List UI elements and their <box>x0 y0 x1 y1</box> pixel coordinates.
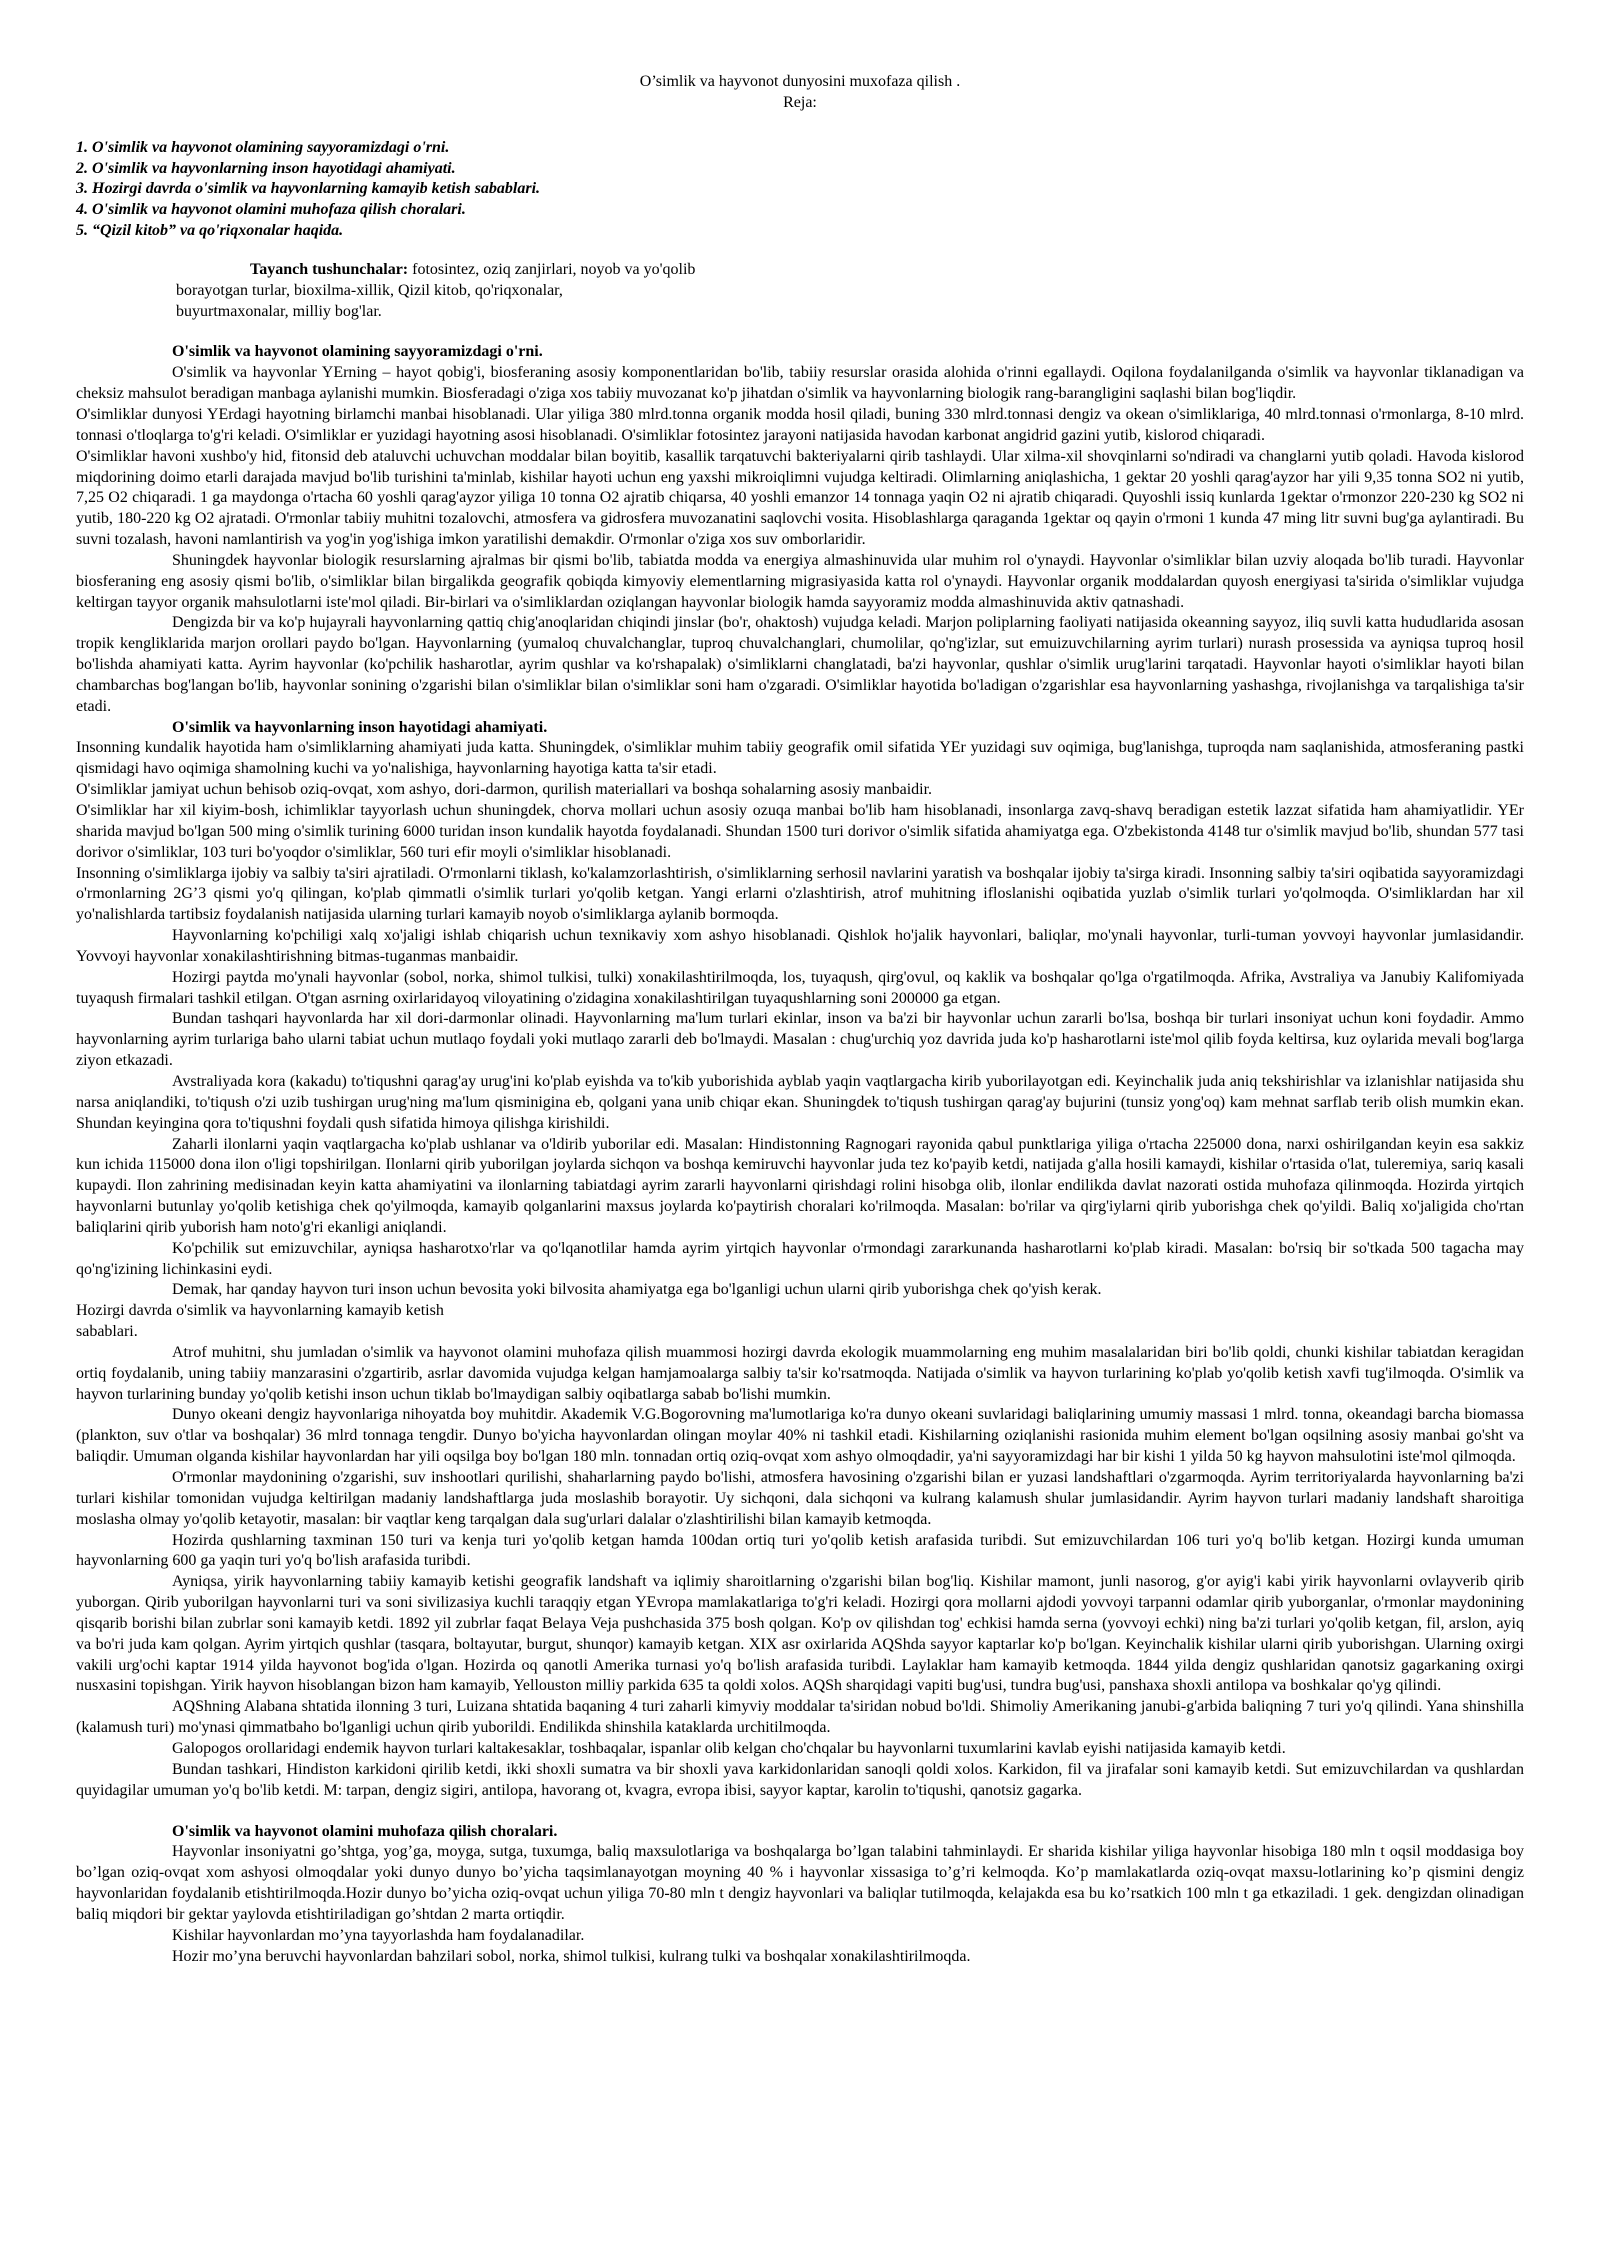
paragraph: Demak, har qanday hayvon turi inson uchun bevosita yoki bilvosita ahamiyatga ega bo'lganligi uchun ularni qirib yuborishga chek qo'yish kerak. <box>172 1281 1102 1299</box>
section-heading: O'simlik va hayvonlarning inson hayotidagi ahamiyati. <box>172 718 548 736</box>
key-concepts-label: Tayanch tushunchalar: <box>250 260 409 278</box>
plan-list <box>76 138 1524 242</box>
plan-item: 5. “Qizil kitob” va qo'riqxonalar haqida. <box>76 222 344 240</box>
paragraph: Insonning o'simliklarga ijobiy va salbiy ta'siri ajratiladi. O'rmonlarni tiklash, ko'kalamzorlashtirish, o'simliklarning serhosil navlarini yaratish va boshqalar ijobiy ta'sirga kiradi. Insonning salbiy ta'siri oqibatida sayyoramizdagi o'rmonlarning 2G’3 qismi yo'q qilingan, ko'plab qimmatli o'simlik turlari yo'qolib ketgan. Yangi erlarni o'zlashtirish, atrof muhitning ifloslanishi oqibatida yuzlab o'simlik turlari yo'qolmoqda. O'simliklardan har xil yo'nalishlarda tartibsiz foydalanish natijasida ularning turlari kamayib noyob o'simliklarga aylanib bormoqda. <box>76 864 1524 924</box>
paragraph: Kishilar hayvonlardan mo’yna tayyorlashda ham foydalanadilar. <box>172 1926 585 1944</box>
paragraph: Hayvonlar insoniyatni go’shtga, yog’ga, moyga, sutga, tuxumga, baliq maxsulotlariga va boshqalarga bo’lgan talabini tahminlaydi. Er sharida kishilar yiliga hayvonlar hisobiga 180 mln t oqsil moddasiga boy bo’lgan oziq-ovqat xom ashyosi olmoqdalar yoki dunyo dunyo bo’yicha taqsimlanayotgan moyning 40 % i hayvonlar xissasiga to’g’ri kelmoqda. Ko’p mamlakatlarda oziq-ovqat maxsu-lotlarining ko’p qismini dengiz hayvonlaridan foydalanib etishtirilmoqda.Hozir dunyo bo’yicha oziq-ovqat uchun yiliga 70-80 mln t dengiz hayvonlari va baliqlar tutilmoqda, kelajakda esa bu ko’rsatkich 100 mln t ga etkaziladi. 1 gek. dengizdan olinadigan baliq miqdori bir gektar yaylovda etishtiriladigan go’shtdan 2 marta ortiqdir. <box>76 1843 1524 1923</box>
paragraph: Bundan tashkari, Hindiston karkidoni qirilib ketdi, ikki shoxli sumatra va bir shoxli yava karkidonlaridan sanoqli qoldi xolos. Karkidon, fil va jirafalar soni kamayib ketdi. Sut emizuvchilardan va qushlardan quyidagilar umuman yo'q bo'lib ketdi. M: tarpan, dengiz sigiri, antilopa, havorang ot, kvagra, evropa ibisi, sayyor kaptar, karolin to'tiqushi, qanotsiz gagarka. <box>76 1760 1524 1799</box>
paragraph: Bundan tashqari hayvonlarda har xil dori-darmonlar olinadi. Hayvonlarning ma'lum turlari ekinlar, inson va ba'zi bir hayvonlar uchun zararli bo'lsa, boshqa bir turlari insoniyat uchun koni foydadir. Ammo hayvonlarning ayrim turlariga baho ularni tabiat uchun mutlaqo foydali yoki mutlaqo zararli deb bo'lmaydi. Masalan : chug'urchiq yoz davrida juda ko'p hasharotlarni iste'mol qilib foyda keltirsa, kuz oylarida mevali bog'larga ziyon etkazadi. <box>76 1010 1524 1070</box>
paragraph: Ko'pchilik sut emizuvchilar, ayniqsa hasharotxo'rlar va qo'lqanotlilar hamda ayrim yirtqich hayvonlar o'rmondagi zararkunanda hasharotlarni ko'plab kiradi. Masalan: bo'rsiq bir so'tkada 500 tagacha may qo'ng'izining lichinkasini eydi. <box>76 1239 1524 1278</box>
section-heading: O'simlik va hayvonot olamini muhofaza qilish choralari. <box>172 1822 558 1840</box>
paragraph: O'simliklar havoni xushbo'y hid, fitonsid deb ataluvchi uchuvchan moddalar bilan boyitib, kasallik tarqatuvchi bakteriyalarni qirib tashlaydi. Ular xilma-xil shovqinlarni so'ndiradi va changlarni yutib qoladi. Havoda kislorod miqdorining doimo etarli darajada mavjud bo'lib turishini ta'minlab, kishilar hayoti uchun eng yaxshi mikroiqlimni vujudga keltiradi. Olimlarning aniqlashicha, 1 gektar 20 yoshli qarag'ayzor har yili 9,35 tonna SO2 ni yutib, 7,25 O2 chiqaradi. 1 ga maydonga o'rtacha 60 yoshli qarag'ayzor yiliga 10 tonna O2 ajratib chiqarsa, 40 yoshli emanzor 14 tonnaga yaqin O2 ni ajratib chiqaradi. Quyoshli issiq kunlarda 1gektar o'rmonzor 220-230 kg SO2 ni yutib, 180-220 kg O2 ajratadi. O'rmonlar tabiiy muhitni tozalovchi, atmosfera va gidrosfera muvozanatini saqlovchi vosita. Hisoblashlarga qaraganda 1gektar oq qayin o'rmoni 1 kunda 47 ming litr suvni bug'ga aylantiradi. Bu suvni tozalash, havoni namlantirish va yog'in yog'ishiga imkon yaratilishi demakdir. O'rmonlar o'ziga xos suv omborlaridir. <box>76 447 1524 549</box>
paragraph: Avstraliyada kora (kakadu) to'tiqushni qarag'ay urug'ini ko'plab eyishda va to'kib yuborishida ayblab yaqin vaqtlargacha kirib yuborilayotgan edi. Keyinchalik juda aniq tekshirishlar va izlanishlar natijasida shu narsa aniqlandiki, to'tiqush o'zi uzib tushirgan urug'ning ma'lum qisminigina eb, qolgani yana unib chiqar ekan. Shuningdek to'tiqush tushirgan qarag'ay bujurini (tunsiz yong'oq) kam mehnat sarflab terib olish mumkin ekan. Shundan keyingina qora to'tiqushni foydali qush sifatida himoya qilishga kirishildi. <box>76 1072 1524 1132</box>
key-concepts-line: buyurtmaxonalar, milliy bog'lar. <box>176 302 382 320</box>
paragraph: Shuningdek hayvonlar biologik resurslarning ajralmas bir qismi bo'lib, tabiatda modda va energiya almashinuvida ular muhim rol o'ynaydi. Hayvonlar o'simliklar bilan uzviy aloqada bo'lib turadi. Hayvonlar biosferaning eng asosiy qismi bo'lib, o'simliklar bilan birgalikda geografik qobiqda kimyoviy elementlarning migrasiyasida katta rol o'ynaydi. Hayvonlar organik moddalardan quyosh energiyasi ta'sirida o'simliklar vujudga keltirgan tayyor organik mahsulotlarni iste'mol qiladi. Bir-birlari va o'simliklardan oziqlangan hayvonlar biologik hamda sayyoramiz modda almashinuvida aktiv qatnashadi. <box>76 551 1524 611</box>
plan-heading: Reja: <box>783 93 817 111</box>
paragraph: AQShning Alabana shtatida ilonning 3 turi, Luizana shtatida baqaning 4 turi zaharli kimyviy moddalar ta'siridan nobud bo'ldi. Shimoliy Amerikaning janubi-g'arbida baliqning 7 turi yo'q qilindi. Yana shinshilla (kalamush turi) mo'ynasi qimmatbaho bo'lganligi uchun qirib yuborildi. Endilikda shinshila kataklarda urchitilmoqda. <box>76 1698 1524 1737</box>
paragraph: Zaharli ilonlarni yaqin vaqtlargacha ko'plab ushlanar va o'ldirib yuborilar edi. Masalan: Hindistonning Ragnogari rayonida qabul punktlariga yiliga o'rtacha 225000 dona, narxi oshirilgandan keyin esa sakkiz kun ichida 115000 dona ilon o'ligi topshirilgan. Ilonlarni qirib yuborilgan joylarda sichqon va boshqa kemiruvchi hayvonlar juda tez ko'payib ketdi, natijada g'alla hosili kamaydi, kishilar o'rtasida o'lat, tuleremiya, sariq kasali kupaydi. Ilon zahrining medisinadan keyin katta ahamiyatini va ilonlarning tabiatdagi ayrim zararli hayvonlarni qirishdagi rolini hisobga olib, ilonlar endilikda davlat nazorati ostida muhofaza qilinmoqda. Hozirda yirtqich hayvonlarni butunlay yo'qolib ketishiga chek qo'yilmoqda, kamayib qolganlarini maxsus joylarda ko'paytirish choralari ko'rilmoqda. Masalan: bo'rilar va qirg'iylarni qirib yuborishga chek qo'yildi. Baliq xo'jaligida cho'rtan baliqlarini qirib yuborish ham noto'g'ri ekanligi aniqlandi. <box>76 1135 1524 1236</box>
paragraph: Hozirda qushlarning taxminan 150 turi va kenja turi yo'qolib ketgan hamda 100dan ortiq turi yo'qolib ketish arafasida turibdi. Sut emizuvchilardan 106 turi yo'q bo'lib ketgan. Hozirgi kunda umuman hayvonlarning 600 ga yaqin turi yo'q bo'lish arafasida turibdi. <box>76 1531 1524 1570</box>
paragraph: Hozir mo’yna beruvchi hayvonlardan bahzilari sobol, norka, shimol tulkisi, kulrang tulki va boshqalar xonakilashtirilmoqda. <box>172 1947 971 1965</box>
plan-item: 4. O'simlik va hayvonot olamini muhofaza qilish choralari. <box>76 201 466 219</box>
document-body <box>76 342 1524 1967</box>
paragraph: Atrof muhitni, shu jumladan o'simlik va hayvonot olamini muhofaza qilish muammosi hozirgi davrda ekologik muammolarning eng muhim masalalaridan biri bo'lib qoldi, chunki kishilar tabiatdan keragidan ortiq foydalanib, uning tabiiy manzarasini o'zgartirib, asrlar davomida vujudga kelgan hamjamoalarga salbiy ta'sir ko'rsatmoqda. Natijada o'simlik va hayvon turlarining ko'plab yo'qolib ketish xavfi tug'ilmoqda. O'simlik va hayvon turlarining bunday yo'qolib ketishi inson uchun tiklab bo'lmaydigan salbiy oqibatlarga sabab bo'lishi mumkin. <box>76 1343 1524 1403</box>
section-heading-plain: Hozirgi davrda o'simlik va hayvonlarning kamayib ketish <box>76 1302 444 1320</box>
document-title: O’simlik va hayvonot dunyosini muxofaza qilish . <box>639 73 961 90</box>
paragraph: Insonning kundalik hayotida ham o'simliklarning ahamiyati juda katta. Shuningdek, o'simliklar muhim tabiiy geografik omil sifatida YEr yuzidagi suv oqimiga, bug'lanishga, tuproqda nam saqlanishida, atmosferaning pastki qismidagi havo oqimiga shamolning kuchi va yo'nalishiga, hayvonlarning hayotiga katta ta'sir etadi. <box>76 739 1524 778</box>
section-heading-plain: sabablari. <box>76 1323 138 1341</box>
plan-item: 3. Hozirgi davrda o'simlik va hayvonlarning kamayib ketish sabablari. <box>76 180 541 198</box>
paragraph: Hayvonlarning ko'pchiligi xalq xo'jaligi ishlab chiqarish uchun texnikaviy xom ashyo hisoblanadi. Qishlok ho'jalik hayvonlari, baliqlar, mo'ynali hayvonlar, turli-tuman yovvoyi hayvonlar jumlasidandir. Yovvoyi hayvonlar xonakilashtirishning bitmas-tuganmas manbaidir. <box>76 927 1524 965</box>
paragraph: Hozirgi paytda mo'ynali hayvonlar (sobol, norka, shimol tulkisi, tulki) xonakilashtirilmoqda, los, tuyaqush, qirg'ovul, oq kaklik va boshqalar qo'lga o'rgatilmoqda. Afrika, Avstraliya va Janubiy Kalifomiyada tuyaqush firmalari tashkil etilgan. O'tgan asrning oxirlaridayoq viloyatining o'zidagina xonakilashtirilgan tuyaqushlarning soni 200000 ga etgan. <box>76 968 1524 1007</box>
key-concepts-line: borayotgan turlar, bioxilma-xillik, Qizil kitob, qo'riqxonalar, <box>176 281 563 299</box>
key-concepts <box>176 260 796 323</box>
paragraph: Dunyo okeani dengiz hayvonlariga nihoyatda boy muhitdir. Akademik V.G.Bogorovning ma'lumotlariga ko'ra dunyo okeani suvlaridagi baliqlarining umumiy massasi 1 mlrd. tonna, okeandagi barcha biomassa (plankton, suv o'tlar va boshqalar) 36 mlrd tonnaga tengdir. Dunyo bo'yicha hayvonlardan olingan moylar 40% ni tashkil etadi. Kishilarning oziqlanishi rasionida muhim element bo'lgan oqsilning asosiy manbai go'sht va baliqdir. Umuman olganda kishilar hayvonlardan har yili oqsilga boy bo'lgan 180 mln. tonnadan ortiq oziq-ovqat xom ashyo olmoqdadir, ya'ni sayyoramizdagi har bir kishi 1 yilda 50 kg hayvon mahsulotini iste'mol qilmoqda. <box>76 1406 1524 1466</box>
paragraph: O'rmonlar maydonining o'zgarishi, suv inshootlari qurilishi, shaharlarning paydo bo'lishi, atmosfera havosining o'zgarishi bilan er yuzasi landshaftlari o'zgarmoqda. Ayrim territoriyalarda hayvonlarning ba'zi turlari kishilar tomonidan vujudga keltirilgan madaniy landshaftlarga juda moslashib borayotir. Uy sichqoni, dala sichqoni va kulrang kalamush shular jumlasidandir. Ayrim hayvon turlari madaniy landshaft sharoitiga moslasha olmay yo'qolib ketayotir, masalan: bir vaqtlar keng tarqalgan dala sug'urlari dalalar o'zlashtirilishi bilan kamayib ketmoqda. <box>76 1469 1524 1528</box>
paragraph: Dengizda bir va ko'p hujayrali hayvonlarning qattiq chig'anoqlaridan chiqindi jinslar (bo'r, ohaktosh) vujudga keladi. Marjon poliplarning faoliyati natijasida okeanning sayyoz, iliq suvli katta hududlarida asosan tropik kengliklarida marjon orollari paydo bo'lgan. Hayvonlarning (yumaloq chuvalchanglar, tuproq chuvalchanglari, chumolilar, qo'ng'izlar, sut emuizuvchilarning ayrim turlari) nurash prosessida va ayniqsa tuproq hosil bo'lishda ahamiyati katta. Ayrim hayvonlar (ko'pchilik hasharotlar, ayrim qushlar va ko'rshapalak) o'simliklarni changlatadi, ba'zi hayvonlar, qushlar o'simlik urug'larini tarqatadi. Hayvonlar hayoti o'simliklar hayoti bilan chambarchas bog'langan bo'lib, hayvonlar sonining o'zgarishi bilan o'simliklar bilan o'simliklar soni ham o'zgaradi. O'simliklar hayotida bo'ladigan o'zgarishlar esa hayvonlarning yashashga, rivojlanishga va tarqalishiga ta'sir etadi. <box>76 614 1524 715</box>
key-concepts-line: fotosintez, oziq zanjirlari, noyob va yo'qolib <box>408 260 696 278</box>
paragraph: O'simlik va hayvonlar YErning – hayot qobig'i, biosferaning asosiy komponentlaridan bo'lib, tabiiy resurslar orasida alohida o'rinni egallaydi. Oqilona foydalanilganda o'simlik va hayvonlar tiklanadigan va cheksiz mahsulot beradigan manbaga aylanishi mumkin. Biosferadagi o'ziga xos tabiiy muvozanat ko'p jihatdan o'simlik va hayvonlarning biologik rang-barangligini saqlashi bilan bog'liqdir. <box>76 364 1524 403</box>
paragraph: Galopogos orollaridagi endemik hayvon turlari kaltakesaklar, toshbaqalar, ispanlar olib kelgan cho'chqalar bu hayvonlarni tuxumlarini kavlab eyishi natijasida kamayib ketdi. <box>172 1739 1286 1757</box>
paragraph: O'simliklar dunyosi YErdagi hayotning birlamchi manbai hisoblanadi. Ular yiliga 380 mlrd.tonna organik modda hosil qiladi, buning 330 mlrd.tonnasi dengiz va okean o'simliklariga, 40 mlrd.tonnasi o'rmonlarga, 8-10 mlrd. tonnasi o'tloqlarga to'g'ri keladi. O'simliklar er yuzidagi hayotning asosi hisoblanadi. O'simliklar fotosintez jarayoni natijasida havodan karbonat angidrid gazini yutib, kislorod chiqaradi. <box>76 405 1524 444</box>
plan-item: 1. O'simlik va hayvonot olamining sayyoramizdagi o'rni. <box>76 138 450 156</box>
paragraph: O'simliklar jamiyat uchun behisob oziq-ovqat, xom ashyo, dori-darmon, qurilish materiallari va boshqa sohalarning asosiy manbaidir. <box>76 781 933 799</box>
paragraph: Ayniqsa, yirik hayvonlarning tabiiy kamayib ketishi geografik landshaft va iqlimiy sharoitlarning o'zgarishi bilan bog'liq. Kishilar mamont, junli nasorog, g'or ayig'i kabi yirik hayvonlarni ovlayverib qirib yuborgan. Qirib yuborilgan hayvonlarni turi va soni sivilizasiya kuchli taraqqiy etgan YEvropa mamlakatlariga to'g'ri keladi. Hozirgi qora mollarni ajdodi yovvoyi tarpanni odamlar qirib yuborganlar, o'rmonlar maydonining qisqarib borishi bilan zubrlar soni kamayib ketdi. 1892 yil zubrlar faqat Belaya Veja pushchasida 375 bosh qolgan. Ko'p ov qilishdan tog' echkisi hamda serna (yovvoyi echki) ning ba'zi turlari yo'qolib ketgan, fil, arslon, ayiq va bo'ri juda kam qolgan. Ayrim yirtqich qushlar (tasqara, boltayutar, burgut, shunqor) kamayib ketgan. XIX asr oxirlarida AQShda sayyor kaptarlar ko'p bo'lgan. Keyinchalik kishilar ularni qirib yuborishgan. Ularning oxirgi vakili urg'ochi kaptar 1914 yilda hayvonot bog'ida o'lgan. Hozirda oq qanotli Amerika turnasi yo'q bo'lish arafasida turibdi. Laylaklar ham kamayib ketmoqda. 1844 yilda dengiz qushlaridan qanotsiz gagarkaning oxirgi nusxasini topishgan. Yirik hayvon hisoblangan bizon ham kamayib, Yellouston milliy parkida 635 ta qoldi xolos. AQSh sharqidagi vapiti bug'usi, tundra bug'usi, panshaxa shoxli antilopa va boshkalar qo'yg qilindi. <box>76 1573 1524 1695</box>
section-heading: O'simlik va hayvonot olamining sayyoramizdagi o'rni. <box>172 343 543 361</box>
plan-item: 2. O'simlik va hayvonlarning inson hayotidagi ahamiyati. <box>76 159 456 177</box>
paragraph: O'simliklar har xil kiyim-bosh, ichimliklar tayyorlash uchun shuningdek, chorva mollari uchun asosiy ozuqa manbai bo'lib ham hisoblanadi, insonlarga zavq-shavq beradigan estetik lazzat sifatida ham ahamiyatlidir. YEr sharida mavjud bo'lgan 500 ming o'simlik turining 6000 turidan inson kundalik hayotda foydalanadi. Shundan 1500 turi dorivor o'simlik sifatida ahamiyatga ega. O'zbekistonda 4148 tur o'simlik mavjud bo'lib, shundan 577 tasi dorivor o'simliklar, 103 turi bo'yoqdor o'simliklar, 560 turi efir moyli o'simliklar hisoblanadi. <box>76 802 1524 861</box>
